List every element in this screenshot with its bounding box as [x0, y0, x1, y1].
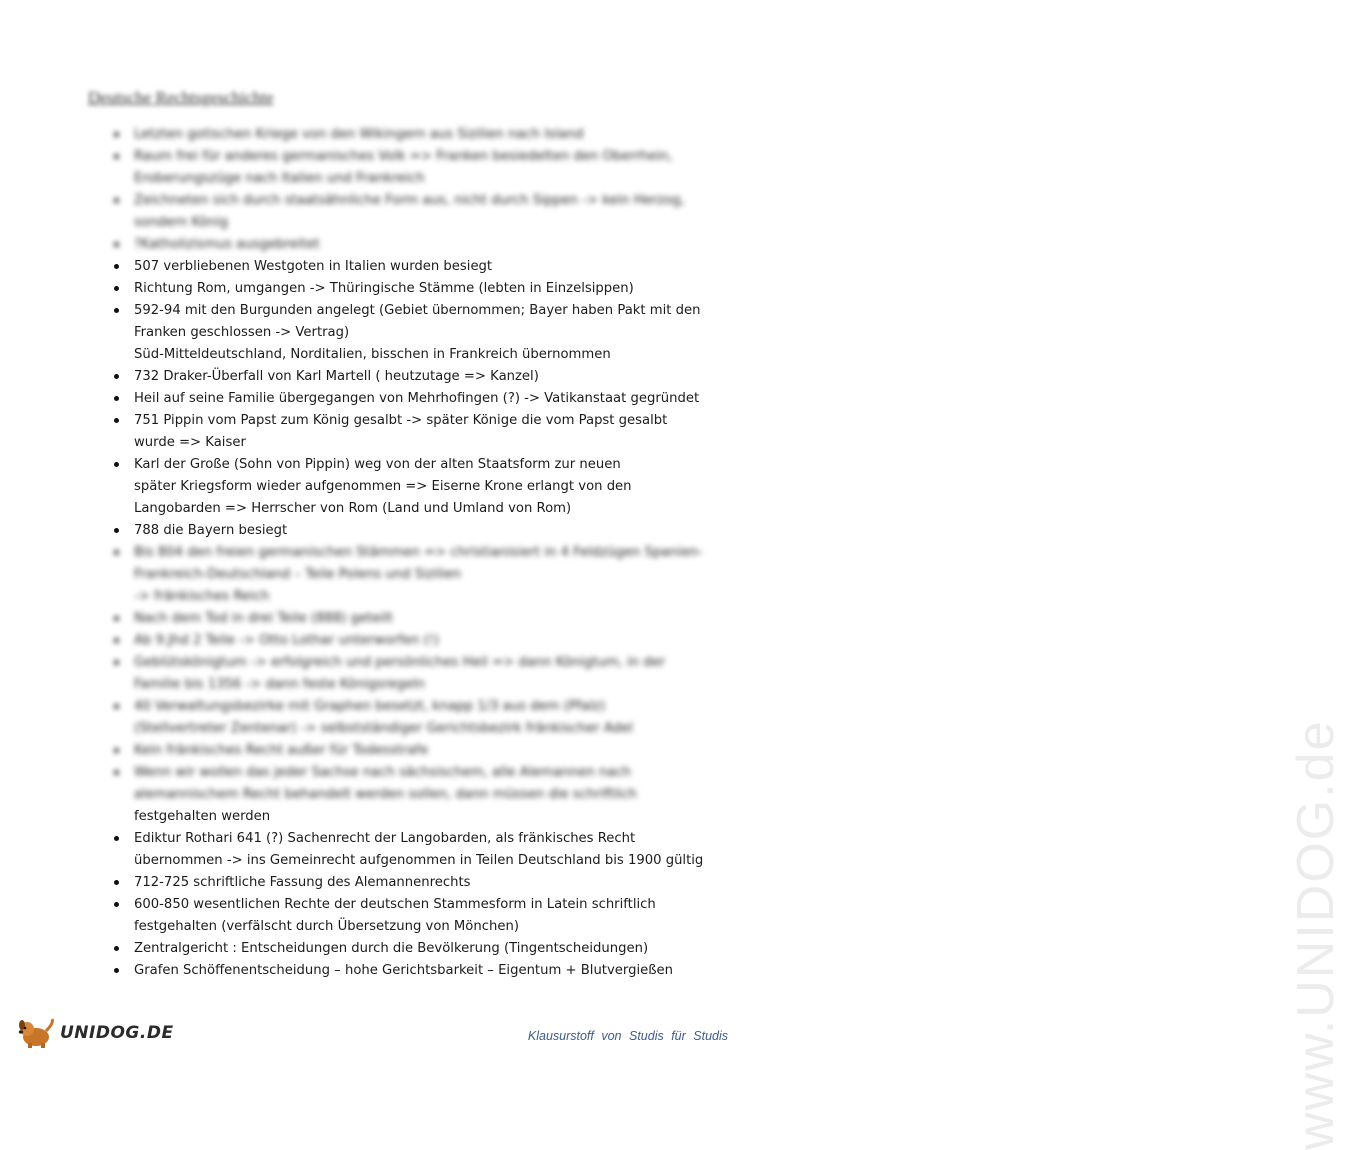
footer-logo	[16, 1017, 174, 1049]
note-item	[106, 146, 673, 190]
note-item	[106, 366, 666, 388]
note-line: 788 die Bayern besiegt	[134, 523, 288, 538]
logo-text: UNIDOG.DE	[60, 1023, 174, 1043]
note-line: Frankreich-Deutschland – Teile Polens und Sizilien	[134, 567, 462, 582]
note-line: wurde => Kaiser	[134, 435, 246, 450]
note-line: 751 Pippin vom Papst zum König gesalbt -> später Könige die vom Papst gesalbt	[134, 413, 668, 428]
note-item	[106, 542, 703, 608]
note-item	[106, 234, 666, 256]
note-item	[106, 872, 666, 894]
note-line: Zentralgericht : Entscheidungen durch die Bevölkerung (Tingentscheidungen)	[134, 941, 649, 956]
note-item	[106, 190, 685, 234]
note-line: Richtung Rom, umgangen -> Thüringische Stämme (lebten in Einzelsippen)	[134, 281, 634, 296]
note-line: Ediktur Rothari 641 (?) Sachenrecht der Langobarden, als fränkisches Recht	[134, 831, 636, 846]
note-continuation	[106, 806, 666, 828]
note-item	[106, 608, 666, 630]
note-line: Zeichneten sich durch staatsähnliche Form aus, nicht durch Sippen -> kein Herzog,	[134, 193, 685, 208]
note-line: Nach dem Tod in drei Teile (888) geteilt	[134, 611, 393, 626]
note-line: (Stellvertreter Zentenar) -> selbstständiger Gerichtsbezirk fränkischer Adel	[134, 721, 633, 736]
note-line: Langobarden => Herrscher von Rom (Land und Umland von Rom)	[134, 501, 572, 516]
note-line: 712-725 schriftliche Fassung des Alemannenrechts	[134, 875, 471, 890]
note-item	[106, 696, 666, 740]
note-line: 40 Verwaltungsbezirke mit Graphen besetzt, knapp 1/3 aus dem (Pfalz)	[134, 699, 606, 714]
note-line: Wenn wir wollen das jeder Sachse nach sächsischem, alle Alemannen nach	[134, 765, 631, 780]
note-item	[106, 828, 704, 872]
note-line: sondern König	[134, 215, 228, 230]
note-line: ?Katholizismus ausgebreitet	[134, 237, 320, 252]
note-item	[106, 630, 666, 652]
note-line: Kein fränkisches Recht außer für Todesstrafe	[134, 743, 429, 758]
note-line: -> fränkisches Reich	[134, 589, 270, 604]
note-line: Karl der Große (Sohn von Pippin) weg von der alten Staatsform zur neuen	[134, 457, 621, 472]
note-line: 732 Draker-Überfall von Karl Martell ( heutzutage => Kanzel)	[134, 369, 539, 384]
note-line: Bis 804 den freien germanischen Stämmen => christianisiert in 4 Feldzügen Spanien-	[134, 545, 703, 560]
note-item	[106, 740, 666, 762]
notes-list	[106, 124, 704, 982]
note-line: 600-850 wesentlichen Rechte der deutschen Stammesform in Latein schriftlich	[134, 897, 656, 912]
note-item	[106, 454, 666, 520]
note-item	[106, 762, 666, 806]
note-item	[106, 960, 674, 982]
note-line: festgehalten (verfälscht durch Übersetzung von Mönchen)	[134, 919, 519, 934]
note-line: Grafen Schöffenentscheidung – hohe Gerichtsbarkeit – Eigentum + Blutvergießen	[134, 963, 674, 978]
note-item	[106, 410, 666, 454]
note-line: Familie bis 1356 -> dann feste Königsregeln	[134, 677, 425, 692]
note-line: übernommen -> ins Gemeinrecht aufgenommen in Teilen Deutschland bis 1900 gültig	[134, 853, 704, 868]
note-item	[106, 388, 700, 410]
note-item	[106, 938, 666, 960]
note-line: Eroberungszüge nach Italien und Frankreich	[134, 171, 425, 186]
note-item	[106, 894, 666, 938]
note-line: Heil auf seine Familie übergegangen von Mehrhofingen (?) -> Vatikanstaat gegründet	[134, 391, 700, 406]
note-item	[106, 124, 666, 146]
note-line: Geblütskönigtum -> erfolgreich und persönliches Heil => dann Königtum, in der	[134, 655, 666, 670]
note-line: Letzten gotischen Kriege von den Wikingern aus Sizilien nach Island	[134, 127, 584, 142]
dog-mascot-icon	[16, 1017, 56, 1049]
watermark-text: www.UNIDOG.de	[1287, 719, 1345, 1150]
note-item	[106, 300, 701, 366]
note-line: Raum frei für anderes germanisches Volk => Franken besiedelten den Oberrhein,	[134, 149, 673, 164]
note-line: alemannischem Recht behandelt werden sollen, dann müssen die schriftlich	[134, 787, 637, 802]
note-line: Franken geschlossen -> Vertrag)	[134, 325, 350, 340]
note-line: festgehalten werden	[134, 809, 271, 824]
footer-tagline: Klausurstoff von Studis für Studis	[527, 1029, 728, 1043]
note-line: 507 verbliebenen Westgoten in Italien wurden besiegt	[134, 259, 493, 274]
note-item	[106, 652, 666, 696]
note-item	[106, 520, 666, 542]
note-line: 592-94 mit den Burgunden angelegt (Gebiet übernommen; Bayer haben Pakt mit den	[134, 303, 701, 318]
note-item	[106, 256, 666, 278]
note-line: Süd-Mitteldeutschland, Norditalien, bisschen in Frankreich übernommen	[134, 347, 611, 362]
note-line: Ab 9.Jhd 2 Teile -> Otto Lothar unterworfen (!)	[134, 633, 440, 648]
note-line: später Kriegsform wieder aufgenommen => Eiserne Krone erlangt von den	[134, 479, 632, 494]
document-title: Deutsche Rechtsgeschichte	[88, 88, 274, 107]
note-item	[106, 278, 666, 300]
